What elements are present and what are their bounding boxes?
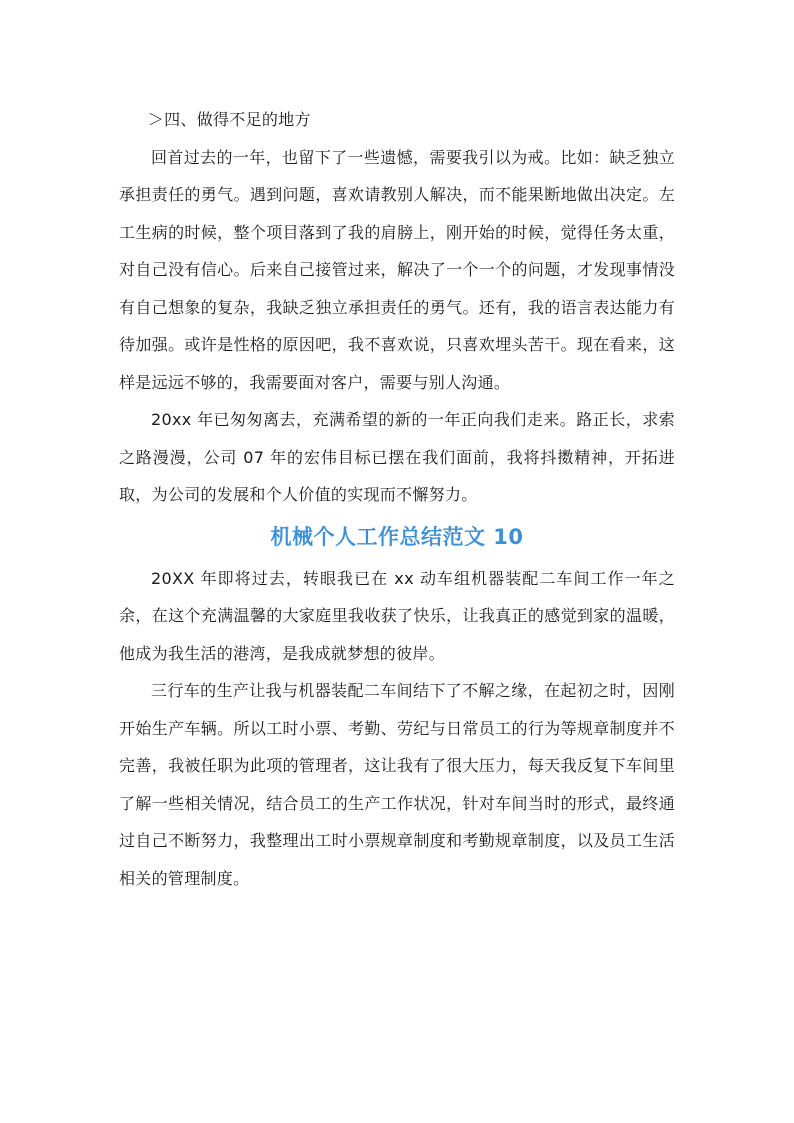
section-heading: ＞四、做得不足的地方 bbox=[147, 110, 311, 129]
article-title: 机械个人工作总结范文 10 bbox=[270, 524, 524, 549]
paragraph-new-year: 20xx 年已匆匆离去，充满希望的新的一年正向我们走来。路正长，求索之路漫漫，公司 07 年的宏伟目标已摆在我们面前，我将抖擞精神，开拓进取，为公司的发展和个人价值的实现而不懈努力。 bbox=[119, 410, 675, 504]
document-body bbox=[119, 101, 675, 897]
paragraph-management: 三行车的生产让我与机器装配二车间结下了不解之缘，在起初之时，因刚开始生产车辆。所以工时小票、考勤、劳纪与日常员工的行为等规章制度并不完善，我被任职为此项的管理者，这让我有了很大压力，每天我反复下车间里了解一些相关情况，结合员工的生产工作状况，针对车间当时的形式，最终通过自己不断努力，我整理出工时小票规章制度和考勤规章制度，以及员工生活相关的管理制度。 bbox=[119, 681, 675, 888]
paragraph-shortcomings: 回首过去的一年，也留下了一些遗憾，需要我引以为戒。比如：缺乏独立承担责任的勇气。遇到问题，喜欢请教别人解决，而不能果断地做出决定。左工生病的时候，整个项目落到了我的肩膀上，刚开始的时候，觉得任务太重，对自己没有信心。后来自己接管过来，解决了一个一个的问题，才发现事情没有自己想象的复杂，我缺乏独立承担责任的勇气。还有，我的语言表达能力有待加强。或许是性格的原因吧，我不喜欢说，只喜欢埋头苦干。现在看来，这样是远远不够的，我需要面对客户，需要与别人沟通。 bbox=[119, 147, 675, 392]
paragraph-intro: 20XX 年即将过去，转眼我已在 xx 动车组机器装配二车间工作一年之余，在这个充满温馨的大家庭里我收获了快乐，让我真正的感觉到家的温暖，他成为我生活的港湾，是我成就梦想的彼岸。 bbox=[119, 568, 675, 663]
